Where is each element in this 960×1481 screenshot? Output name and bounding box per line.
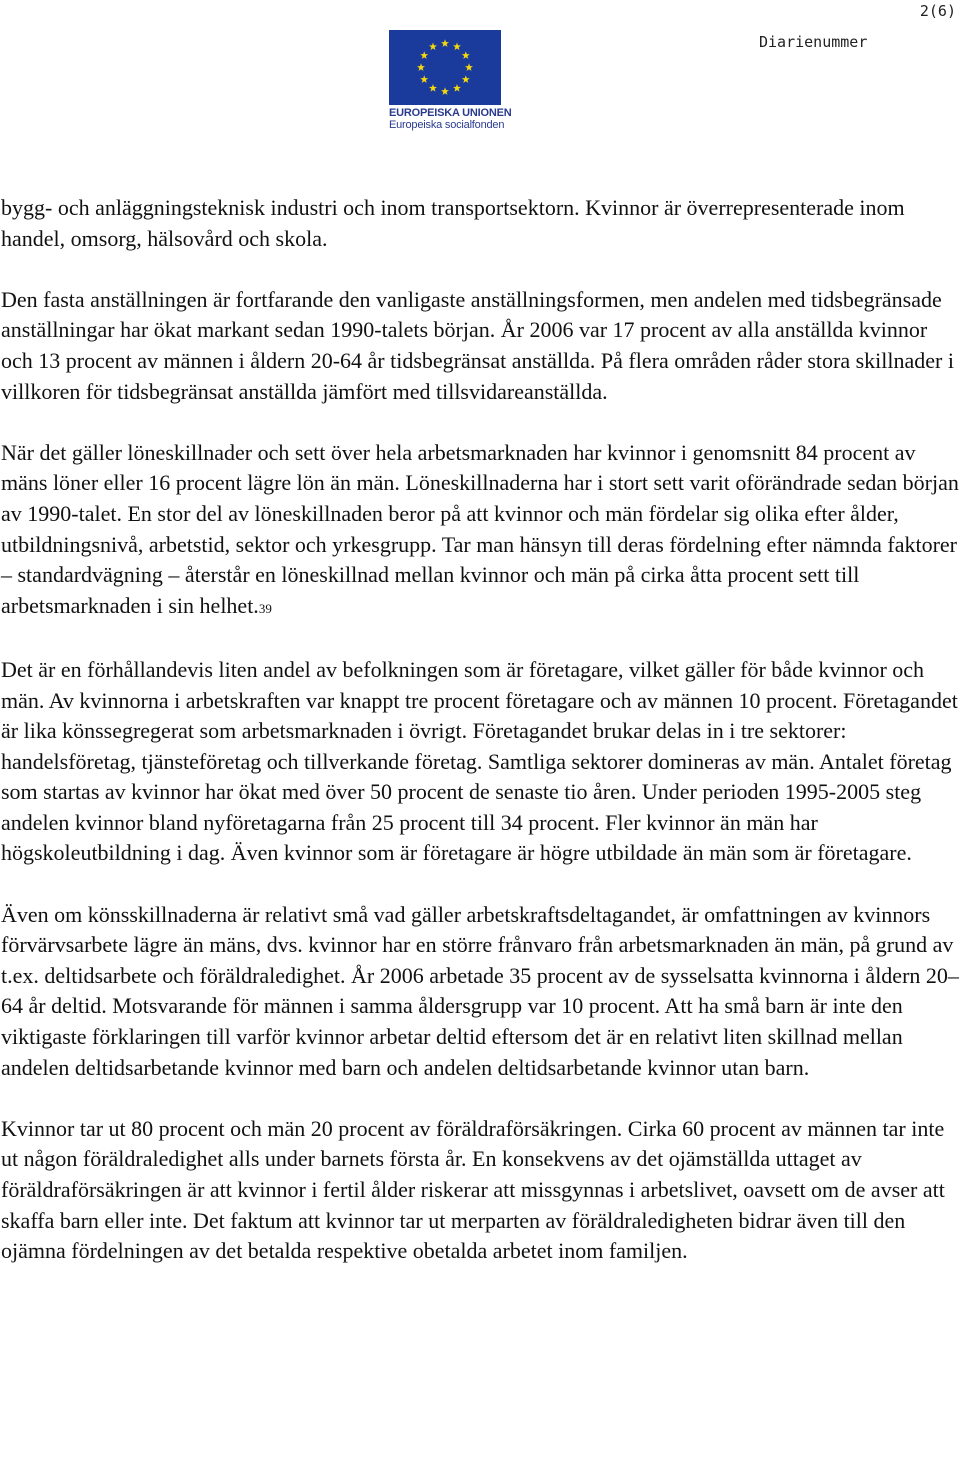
eu-flag-icon — [389, 30, 501, 105]
paragraph-4: Det är en förhållandevis liten andel av befolkningen som är företagare, vilket gäller för både kvinnor och män. Av kvinnorna i arbetskraften var knappt tre procent företagare och av männen 10 procent. Företagandet är lika könssegregerat som arbetsmarknaden i övrigt. Företagandet brukar delas in i tre sektorer: handelsföretag, tjänsteföretag och tillverkande företag. Samtliga sektorer domineras av män. Antalet företag som startas av kvinnor har ökat med över 50 procent de senaste tio åren. Under perioden 1995-2005 steg andelen kvinnor bland nyföretagarna från 25 procent till 34 procent. Fler kvinnor än män har högskoleutbildning i dag. Även kvinnor som är företagare är högre utbildade än män som är företagare. — [1, 656, 958, 866]
eu-logo — [389, 30, 512, 131]
paragraph-3: När det gäller löneskillnader och sett över hela arbetsmarknaden har kvinnor i genomsnitt 84 procent av mäns löner eller 16 procent lägre lön än män. Löneskillnaderna har i stort sett varit oförändrade sedan början av 1990-talet. En stor del av löneskillnaden beror på att kvinnor och män fördelar sig olika efter ålder, utbildningsnivå, arbetstid, sektor och yrkesgrupp. Tar man hänsyn till deras fördelning efter nämnda faktorer – standardvägning – återstår en löneskillnad mellan kvinnor och män på cirka åtta procent sett till arbetsmarknaden i sin helhet.39 — [1, 439, 959, 618]
paragraph-5: Även om könsskillnaderna är relativt små vad gäller arbetskraftsdeltagandet, är omfattningen av kvinnors förvärvsarbete lägre än mäns, dvs. kvinnor har en större frånvaro från arbetsmarknaden än män, på grund av t.ex. deltidsarbete och föräldraledighet. År 2006 arbetade 35 procent av de sysselsatta kvinnorna i åldern 20–64 år deltid. Motsvarande för männen i samma åldersgrupp var 10 procent. Att ha små barn är inte den viktigaste förklaringen till varför kvinnor arbetar deltid eftersom det är en relativt liten skillnad mellan andelen deltidsarbetande kvinnor med barn och andelen deltidsarbetande kvinnor utan barn. — [1, 901, 959, 1080]
diarienummer-label: Diarienummer — [759, 33, 868, 51]
logo-line-1: EUROPEISKA UNIONEN — [389, 107, 512, 119]
paragraph-6: Kvinnor tar ut 80 procent och män 20 procent av föräldraförsäkringen. Cirka 60 procent av männen tar inte ut någon föräldraledighet alls under barnets första år. En konsekvens av det ojämställda uttaget av föräldraförsäkringen är att kvinnor i fertil ålder riskerar att missgynnas i arbetslivet, oavsett om de avser att skaffa barn eller inte. Det faktum att kvinnor tar ut merparten av föräldraledigheten bidrar även till den ojämna fördelningen av det betalda respektive obetalda arbetet inom familjen. — [1, 1115, 945, 1264]
paragraph-2: Den fasta anställningen är fortfarande den vanligaste anställningsformen, men andelen med tidsbegränsade anställningar har ökat markant sedan 1990-talets början. År 2006 var 17 procent av alla anställda kvinnor och 13 procent av männen i åldern 20-64 år tidsbegränsat anställda. På flera områden råder stora skillnader i villkoren för tidsbegränsat anställda jämfört med tillsvidareanställda. — [1, 286, 954, 404]
paragraph-1: bygg- och anläggningsteknisk industri och inom transportsektorn. Kvinnor är överrepresenterade inom handel, omsorg, hälsovård och skola. — [1, 195, 905, 251]
page-number: 2(6) — [919, 2, 956, 20]
logo-line-2: Europeiska socialfonden — [389, 119, 505, 131]
document-body — [1, 193, 959, 1297]
footnote-ref: 39 — [258, 600, 272, 616]
